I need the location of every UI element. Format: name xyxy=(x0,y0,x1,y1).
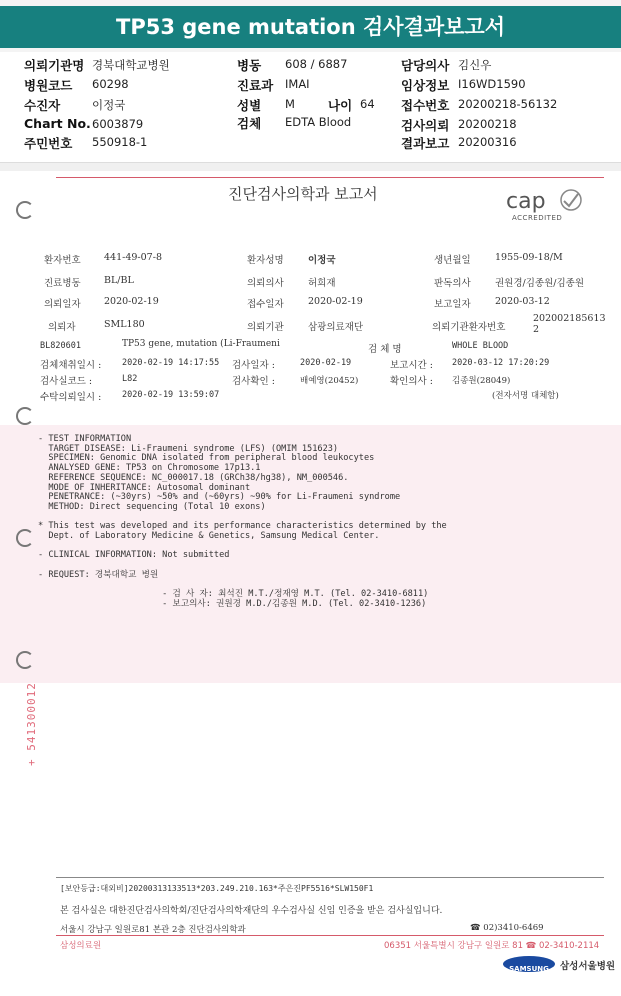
info-value: BL/BL xyxy=(104,275,134,286)
header-label: 의뢰기관명 xyxy=(24,58,85,73)
header-label: 임상정보 xyxy=(401,78,450,93)
meta-label: 수탁의뢰일시 : xyxy=(40,392,102,403)
header-label: 병원코드 xyxy=(24,78,73,93)
meta-value: 김종원(28049) xyxy=(452,376,511,386)
meta-value: 배예영(20452) xyxy=(300,376,359,386)
test-information-block xyxy=(38,435,447,610)
samsung-logo xyxy=(503,956,555,972)
meta-label: 검체채취일시 : xyxy=(40,360,102,371)
binder-hole-icon xyxy=(16,407,34,425)
info-label: 의뢰일자 xyxy=(44,299,81,310)
header-label: 병동 xyxy=(237,58,262,73)
info-value: 202002185613 xyxy=(533,313,606,324)
header-value: I16WD1590 xyxy=(458,77,526,91)
binder-hole-icon xyxy=(16,201,34,219)
header-label: 결과보고 xyxy=(401,136,450,151)
header-label: 검사의뢰 xyxy=(401,118,450,133)
header-value: 20200218-56132 xyxy=(458,97,558,111)
info-label: 판독의사 xyxy=(434,278,471,289)
header-value: IMAI xyxy=(285,77,310,91)
info-label: 접수일자 xyxy=(247,299,284,310)
top-rule xyxy=(56,177,604,178)
info-line: - TEST INFORMATION xyxy=(38,434,132,444)
header-value: 64 xyxy=(360,97,375,111)
info-label: 의뢰의사 xyxy=(247,278,284,289)
info-line: ANALYSED GENE: TP53 on Chromosome 17p13.1 xyxy=(38,463,261,474)
info-line: - REQUEST: 경북대학교 병원 xyxy=(38,569,159,580)
info-line: MODE OF INHERITANCE: Autosomal dominant xyxy=(38,482,251,493)
info-line: SPECIMEN: Genomic DNA isolated from peripheral blood leukocytes xyxy=(38,453,375,464)
header-label: Chart No. xyxy=(24,116,91,131)
bottom-rule xyxy=(56,935,604,936)
info-line: METHOD: Direct sequencing (Total 10 exons) xyxy=(38,501,266,512)
meta-label: 보고시간 : xyxy=(390,360,433,371)
header-label: 수진자 xyxy=(24,98,61,113)
specimen-label: 검 체 명 xyxy=(368,344,402,355)
header-value: 6003879 xyxy=(92,117,144,131)
certification-note: 본 검사실은 대한진단검사의학회/진단검사의학재단의 우수검사실 신임 인증을 받은 검사실입니다. xyxy=(60,906,443,916)
test-name: TP53 gene, mutation (Li-Fraumeni xyxy=(122,339,280,349)
info-value: 2020-02-19 xyxy=(308,296,363,307)
test-code: BL820601 xyxy=(40,341,81,351)
meta-label: 확인의사 : xyxy=(390,376,433,387)
cap-logo-word: cap xyxy=(506,189,546,214)
info-label: 의뢰기관환자번호 xyxy=(432,322,506,333)
specimen-value: WHOLE BLOOD xyxy=(452,341,509,351)
header-label: 접수번호 xyxy=(401,98,450,113)
info-line: TARGET DISEASE: Li-Fraumeni syndrome (LFS) (OMIM 151623) xyxy=(38,443,339,454)
info-line: - 보고의사: 권원경 M.D./김종원 M.D. (Tel. 02-3410-1236) xyxy=(38,598,427,609)
header-label: 담당의사 xyxy=(401,58,450,73)
lab-report-page xyxy=(0,171,621,996)
info-value: 2020-02-19 xyxy=(104,296,159,307)
cap-accredited-logo xyxy=(506,189,586,225)
info-line: Dept. of Laboratory Medicine & Genetics, Samsung Medical Center. xyxy=(38,531,380,542)
info-label: 보고일자 xyxy=(434,299,471,310)
header-label: 나이 xyxy=(328,98,353,113)
cap-check-icon xyxy=(558,189,584,211)
meta-label: 검사일자 : xyxy=(232,360,275,371)
header-value: 김신우 xyxy=(458,58,492,72)
lab-telephone: ☎ 02)3410-6469 xyxy=(470,923,544,933)
security-line: [보안등급:대외비]20200313133513*203.249.210.163*주은진PF5516*SLW150F1 xyxy=(60,884,374,893)
header-value: 20200316 xyxy=(458,135,517,149)
hospital-name: 삼성서울병원 xyxy=(560,961,616,972)
page-title: TP53 gene mutation 검사결과보고서 xyxy=(116,15,505,39)
info-value: 441-49-07-8 xyxy=(104,252,162,263)
info-value-tail: 2 xyxy=(533,324,540,335)
header-label: 검체 xyxy=(237,116,262,131)
meta-value: 2020-02-19 xyxy=(300,358,352,368)
info-line: - CLINICAL INFORMATION: Not submitted xyxy=(38,550,230,561)
header-value: 20200218 xyxy=(458,117,517,131)
postal-address: 06351 서울특별시 강남구 일원로 81 ☎ 02-3410-2114 xyxy=(384,941,600,951)
info-line: - 검 사 자: 최석진 M.T./정재영 M.T. (Tel. 02-3410-6811) xyxy=(38,589,429,600)
info-line: PENETRANCE: (~30yrs) ~50% and (~60yrs) ~90% for Li-Fraumeni syndrome xyxy=(38,492,401,503)
info-value: 삼광의료재단 xyxy=(308,322,364,333)
binder-hole-icon xyxy=(16,651,34,669)
meta-label: 검사실코드 : xyxy=(40,376,93,387)
header-value: 경북대학교병원 xyxy=(92,58,170,72)
header-label: 진료과 xyxy=(237,78,274,93)
info-label: 환자번호 xyxy=(44,255,81,266)
meta-label: 검사확인 : xyxy=(232,376,275,387)
info-value: 허희재 xyxy=(308,278,336,289)
info-label: 생년월일 xyxy=(434,255,471,266)
meta-value: 2020-02-19 14:17:55 xyxy=(122,358,220,368)
header-value: EDTA Blood xyxy=(285,115,352,129)
info-label: 환자성명 xyxy=(247,255,284,266)
samsung-logo-text: SAMSUNG xyxy=(509,965,549,973)
info-label: 진료병동 xyxy=(44,278,81,289)
info-value: 권원경/김종원/김종원 xyxy=(495,278,584,289)
samkwang-label: 삼성의료원 xyxy=(60,941,102,951)
footer-rule xyxy=(56,877,604,878)
info-value: SML180 xyxy=(104,319,145,330)
info-label: 의뢰기관 xyxy=(247,322,284,333)
meta-value: 2020-02-19 13:59:07 xyxy=(122,390,220,400)
lab-address: 서울시 강남구 일원로81 본관 2층 진단검사의학과 xyxy=(60,925,246,935)
info-value: 이정국 xyxy=(308,255,336,266)
info-line: * This test was developed and its performance characteristics determined by the xyxy=(38,521,447,532)
header-label: 주민번호 xyxy=(24,136,73,151)
info-value: 1955-09-18/M xyxy=(495,252,563,263)
header-value: 60298 xyxy=(92,77,129,91)
e-signature-note: (전자서명 대체함) xyxy=(492,391,559,401)
info-label: 의뢰자 xyxy=(48,322,76,333)
header-value: M xyxy=(285,97,295,111)
header-value: 이정국 xyxy=(92,98,126,112)
report-title-bar xyxy=(0,6,621,48)
header-value: 550918-1 xyxy=(92,135,148,149)
meta-value: 2020-03-12 17:20:29 xyxy=(452,358,550,368)
cap-logo-sub: ACCREDITED xyxy=(512,214,563,222)
meta-value: L82 xyxy=(122,374,138,384)
vertical-barcode-number: + 541300012 xyxy=(25,682,38,766)
binder-hole-icon xyxy=(16,529,34,547)
header-row xyxy=(24,56,84,74)
header-value: 608 / 6887 xyxy=(285,57,348,71)
info-line: REFERENCE SEQUENCE: NC_000017.18 (GRCh38/hg38), NM_000546. xyxy=(38,472,349,483)
patient-header xyxy=(0,52,621,162)
section-divider xyxy=(0,162,621,171)
info-value: 2020-03-12 xyxy=(495,296,550,307)
header-label: 성별 xyxy=(237,98,262,113)
report-heading: 진단검사의학과 보고서 xyxy=(228,185,378,203)
